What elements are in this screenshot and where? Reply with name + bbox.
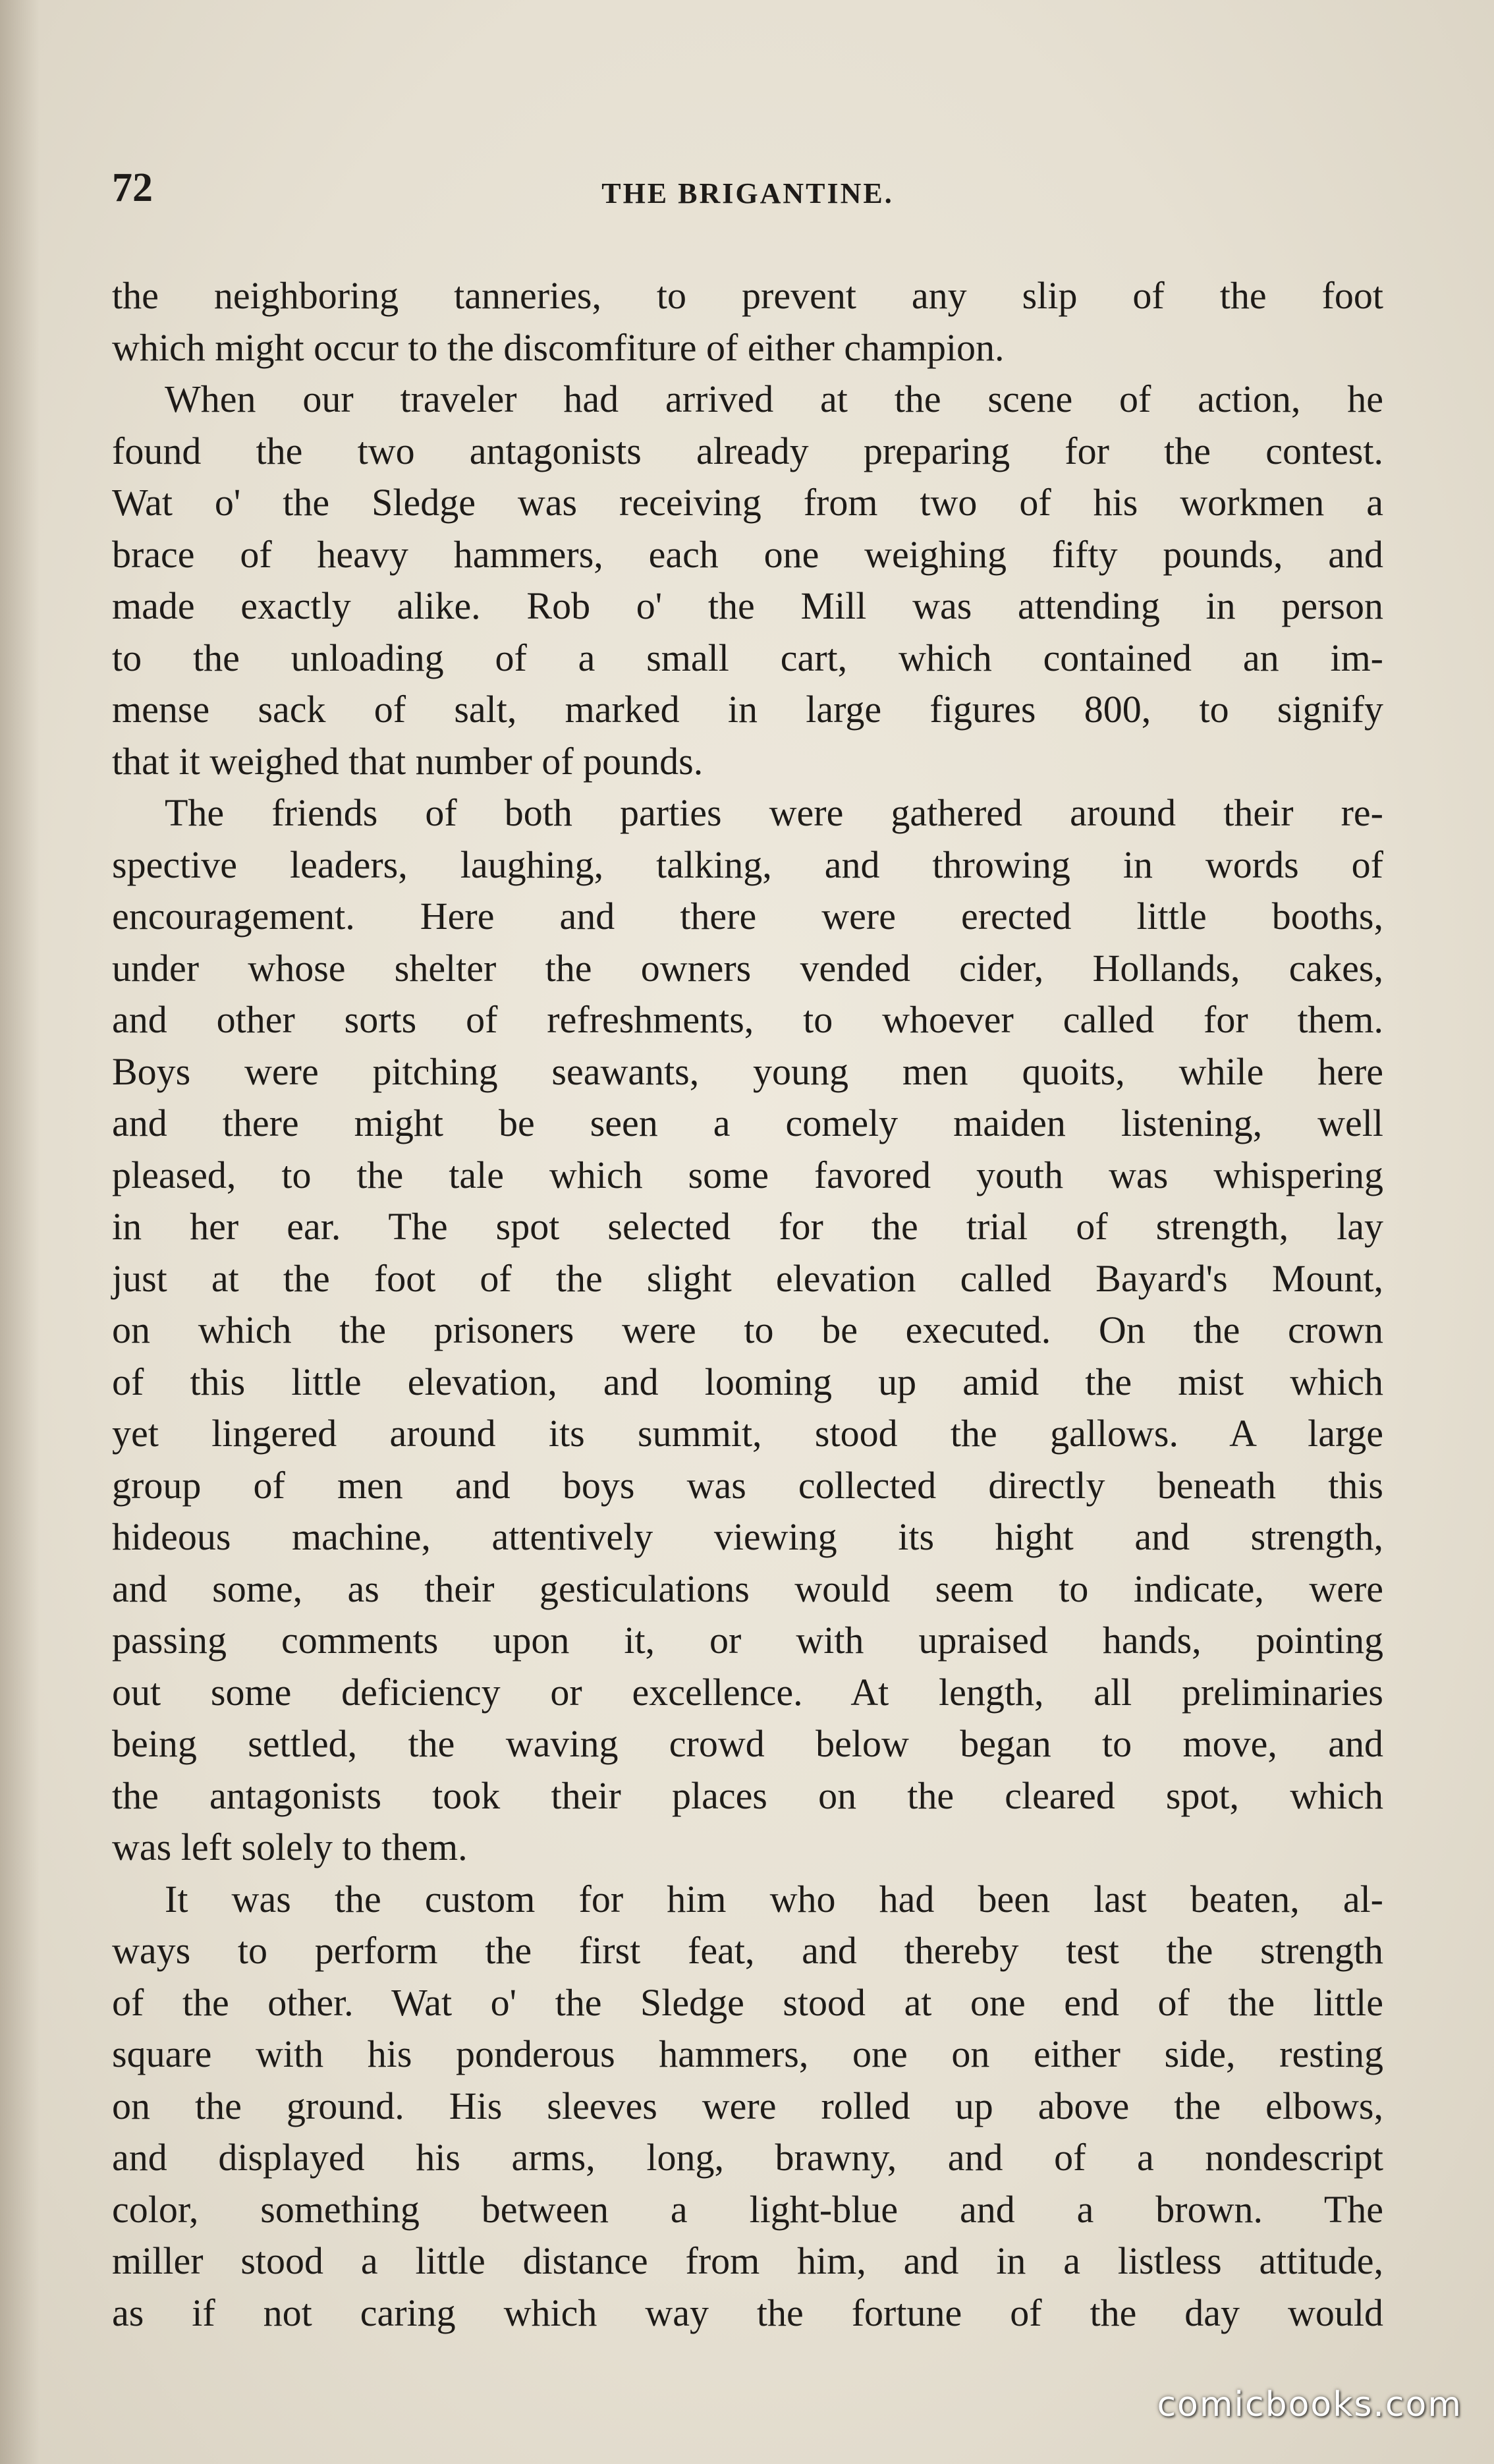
text-line: of the other. Wat o' the Sledge stood at one end of the little	[112, 1980, 1383, 2024]
text-line: The friends of both parties were gathered around their re-	[165, 791, 1383, 834]
text-line: Boys were pitching seawants, young men quoits, while here	[112, 1050, 1383, 1093]
running-head: THE BRIGANTINE.	[601, 177, 894, 210]
text-line: color, something between a light-blue and a brown. The	[112, 2187, 1383, 2231]
text-line: and some, as their gesticulations would seem to indicate, were	[112, 1567, 1383, 1610]
text-line: It was the custom for him who had been last beaten, al-	[165, 1877, 1383, 1920]
text-line: and other sorts of refreshments, to whoever called for them.	[112, 998, 1383, 1041]
text-line: made exactly alike. Rob o' the Mill was attending in person	[112, 584, 1383, 627]
text-line: encouragement. Here and there were erected little booths,	[112, 895, 1383, 938]
text-line: the antagonists took their places on the cleared spot, which	[112, 1774, 1383, 1817]
text-line: which might occur to the discomfiture of either champion.	[112, 325, 1005, 369]
text-line: passing comments upon it, or with upraised hands, pointing	[112, 1619, 1383, 1662]
text-line: mense sack of salt, marked in large figures 800, to signify	[112, 688, 1383, 731]
watermark: comicbooks.com	[1157, 2385, 1462, 2424]
text-line: that it weighed that number of pounds.	[112, 739, 704, 783]
text-line: square with his ponderous hammers, one on either side, resting	[112, 2032, 1383, 2075]
text-line: Wat o' the Sledge was receiving from two of his workmen a	[112, 481, 1383, 524]
text-line: out some deficiency or excellence. At length, all preliminaries	[112, 1670, 1383, 1714]
page-header	[112, 165, 1383, 224]
text-line: as if not caring which way the fortune of the day would	[112, 2291, 1383, 2334]
text-line: and displayed his arms, long, brawny, and of a nondescript	[112, 2136, 1383, 2179]
text-line: just at the foot of the slight elevation called Bayard's Mount,	[112, 1256, 1383, 1300]
spine-shadow	[0, 0, 40, 2464]
text-line: When our traveler had arrived at the scene of action, he	[165, 378, 1383, 420]
text-line: in her ear. The spot selected for the trial of strength, lay	[112, 1205, 1383, 1248]
text-line: ways to perform the first feat, and thereby test the strength	[112, 1929, 1383, 1972]
text-line: under whose shelter the owners vended cider, Hollands, cakes,	[112, 946, 1383, 990]
text-line: was left solely to them.	[112, 1826, 468, 1868]
text-line: group of men and boys was collected directly beneath this	[112, 1463, 1383, 1507]
text-line: brace of heavy hammers, each one weighing fifty pounds, and	[112, 532, 1383, 576]
text-line: pleased, to the tale which some favored youth was whispering	[112, 1153, 1383, 1196]
text-line: on the ground. His sleeves were rolled up above the elbows,	[112, 2084, 1383, 2127]
text-line: spective leaders, laughing, talking, and throwing in words of	[112, 843, 1383, 886]
text-line: hideous machine, attentively viewing its hight and strength,	[112, 1515, 1383, 1558]
text-line: to the unloading of a small cart, which contained an im-	[112, 636, 1383, 679]
text-line: and there might be seen a comely maiden listening, well	[112, 1102, 1383, 1144]
text-line: found the two antagonists already preparing for the contest.	[112, 429, 1383, 472]
body-text	[112, 270, 1383, 2339]
page-number: 72	[112, 165, 153, 210]
text-line: on which the prisoners were to be executed. On the crown	[112, 1308, 1383, 1351]
text-line: miller stood a little distance from him, and in a listless attitude,	[112, 2239, 1383, 2282]
text-line: the neighboring tanneries, to prevent any slip of the foot	[112, 274, 1383, 317]
text-line: yet lingered around its summit, stood the gallows. A large	[112, 1412, 1383, 1455]
text-line: of this little elevation, and looming up amid the mist which	[112, 1360, 1383, 1403]
text-line: being settled, the waving crowd below began to move, and	[112, 1722, 1383, 1765]
